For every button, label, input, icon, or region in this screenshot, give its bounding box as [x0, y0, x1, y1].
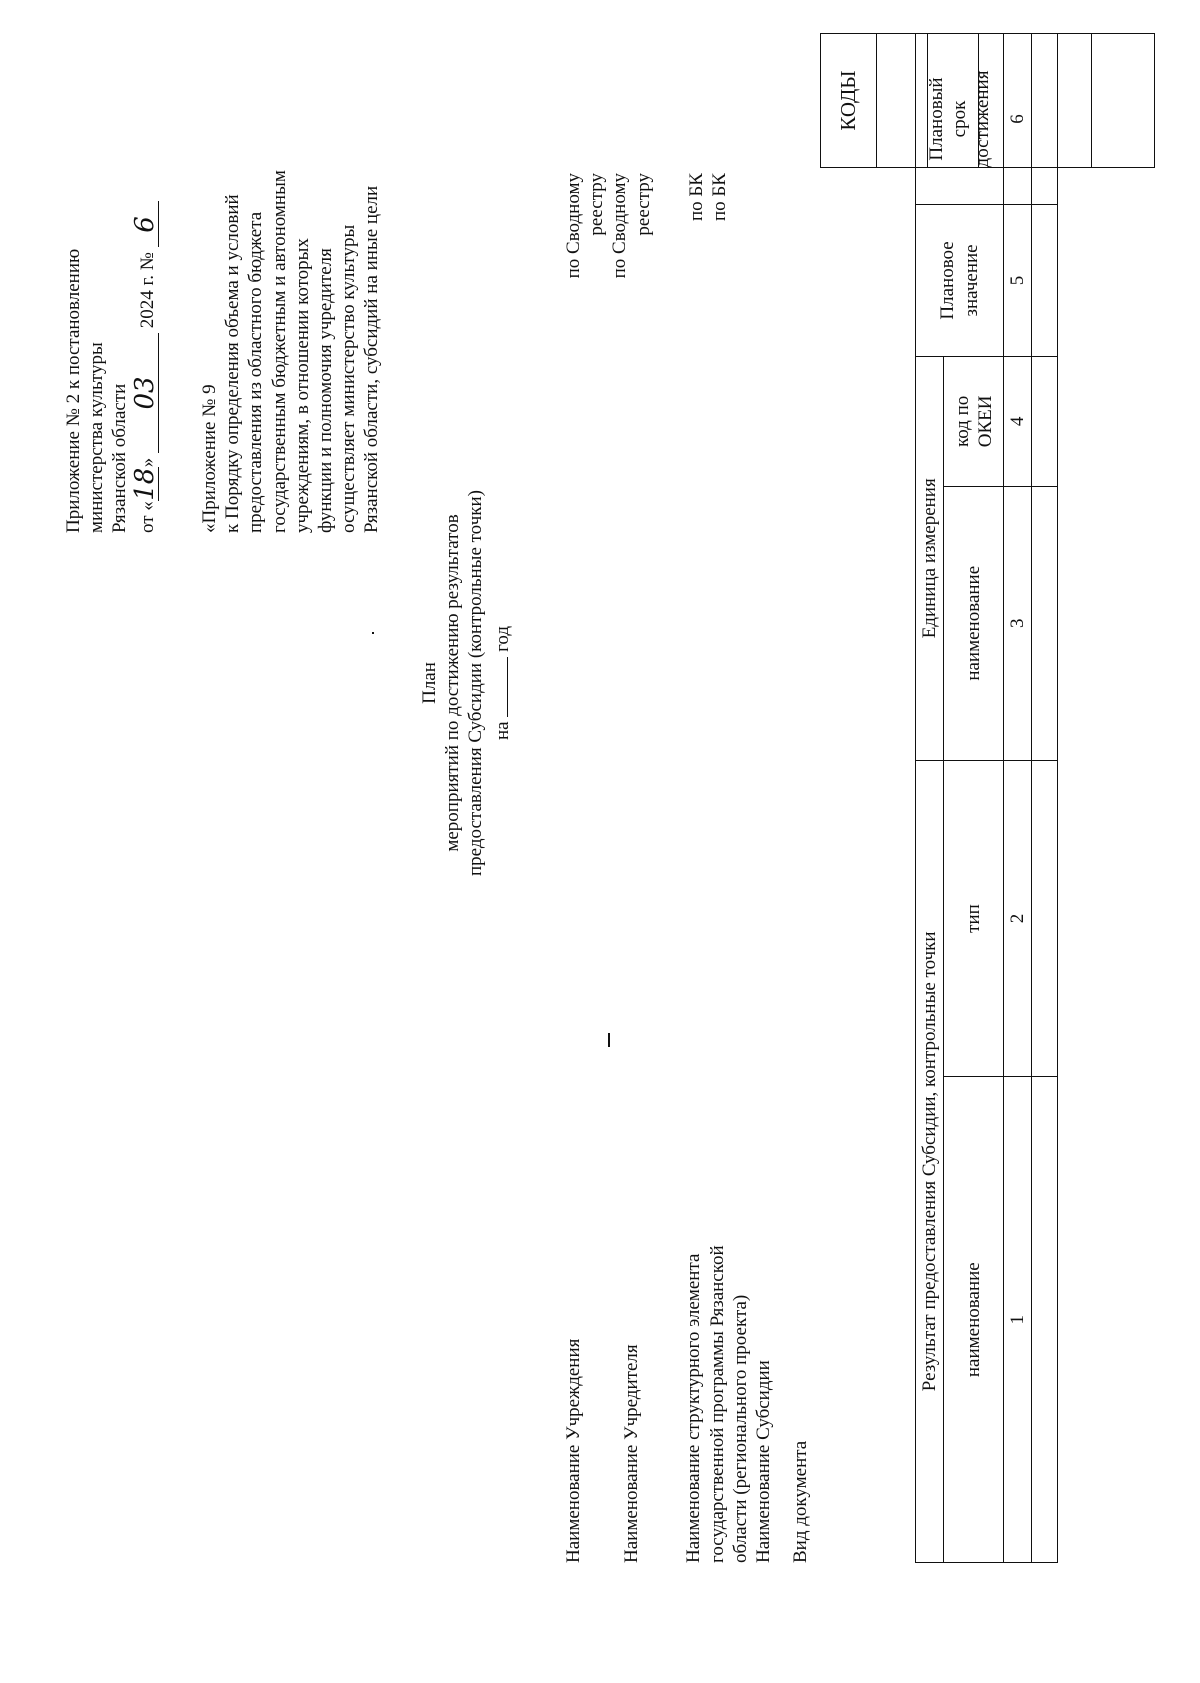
- header-unit-name: наименование: [944, 486, 1004, 760]
- header-name: наименование: [944, 1077, 1004, 1563]
- order-line: осуществляет министерство культуры: [338, 224, 360, 533]
- appendix-header: [62, 13, 159, 533]
- code-label: по БК: [708, 173, 730, 222]
- handwritten-number: 6: [132, 201, 159, 247]
- underline-stub: [608, 1033, 610, 1047]
- date-prefix: от «: [136, 501, 158, 533]
- field-founder: Наименование Учредителя: [621, 1344, 643, 1563]
- code-label: реестру: [632, 173, 654, 236]
- document-title: [418, 383, 514, 983]
- appendix-line-2: министерства культуры: [86, 342, 108, 533]
- column-number: 5: [1004, 204, 1032, 356]
- year-prefix: на: [491, 721, 513, 741]
- table-cell: [1032, 760, 1058, 1077]
- code-label: реестру: [586, 173, 608, 236]
- table-cell: [1032, 356, 1058, 486]
- quote-close: »: [136, 457, 158, 468]
- field-structural-element: Наименование структурного элемента: [683, 1253, 705, 1563]
- order-appendix: [198, 13, 383, 533]
- handwritten-month: 03: [132, 333, 159, 453]
- header-okei-code: код по ОКЕИ: [944, 356, 1004, 486]
- column-number: 6: [1004, 34, 1032, 205]
- code-label: по Сводному: [609, 173, 631, 279]
- title-year-line: [488, 383, 514, 983]
- codes-header: КОДЫ: [821, 34, 877, 168]
- handwritten-day: 18: [129, 467, 160, 501]
- group-header-unit: Единица измерения: [916, 356, 944, 760]
- table-cell: [1032, 1077, 1058, 1563]
- title-line-3: предоставления Субсидии (контрольные точки): [465, 490, 487, 876]
- codes-labels: [562, 173, 731, 383]
- table-cell: [1032, 34, 1058, 205]
- year-number-prefix: 2024 г. №: [136, 252, 158, 329]
- table-cell: [1032, 204, 1058, 356]
- appendix-line-1: Приложение № 2 к постановлению: [63, 248, 84, 533]
- results-table: [915, 33, 1058, 1563]
- header-planned-term: Плановый срок достижения: [916, 34, 1004, 205]
- column-number: 2: [1004, 760, 1032, 1077]
- order-line: функции и полномочия учредителя: [314, 248, 336, 533]
- title-line-2: мероприятий по достижению результатов: [442, 514, 464, 852]
- field-document-type: Вид документа: [790, 1440, 812, 1563]
- title-line-1: План: [419, 662, 440, 704]
- header-planned-value: Плановое значение: [916, 204, 1004, 356]
- column-number: 1: [1004, 1077, 1032, 1563]
- header-type: тип: [944, 760, 1004, 1077]
- table-cell: [1032, 486, 1058, 760]
- field-institution: Наименование Учреждения: [563, 1338, 584, 1563]
- order-line: к Порядку определения объема и условий: [222, 194, 244, 533]
- order-line: «Приложение № 9: [199, 384, 220, 533]
- code-cell: [1058, 34, 1092, 168]
- table-row: [1032, 34, 1058, 1563]
- column-number: 4: [1004, 356, 1032, 486]
- column-numbers-row: [1004, 34, 1032, 1563]
- group-header-results: Результат предоставления Субсидии, контрольные точки: [916, 760, 944, 1562]
- order-line: Рязанской области, субсидий на иные цели: [361, 185, 383, 533]
- fields-block: [562, 1043, 812, 1563]
- appendix-date-line: [129, 13, 160, 533]
- order-line: государственным бюджетным и автономным: [268, 170, 290, 533]
- order-line: учреждениям, в отношении которых: [291, 238, 313, 533]
- year-suffix: год: [491, 625, 513, 652]
- code-label: по Сводному: [563, 173, 584, 279]
- year-blank: [488, 657, 508, 717]
- column-number: 3: [1004, 486, 1032, 760]
- order-line: предоставления из областного бюджета: [245, 211, 267, 533]
- stray-mark: [372, 632, 374, 634]
- field-subsidy: Наименование Субсидии: [752, 1360, 774, 1563]
- appendix-line-3: Рязанской области: [109, 383, 131, 533]
- field-structural-element: государственной программы Рязанской: [706, 1245, 728, 1563]
- code-cell: [1092, 34, 1155, 168]
- code-label: по БК: [685, 173, 707, 222]
- field-structural-element: области (регионального проекта): [729, 1294, 751, 1563]
